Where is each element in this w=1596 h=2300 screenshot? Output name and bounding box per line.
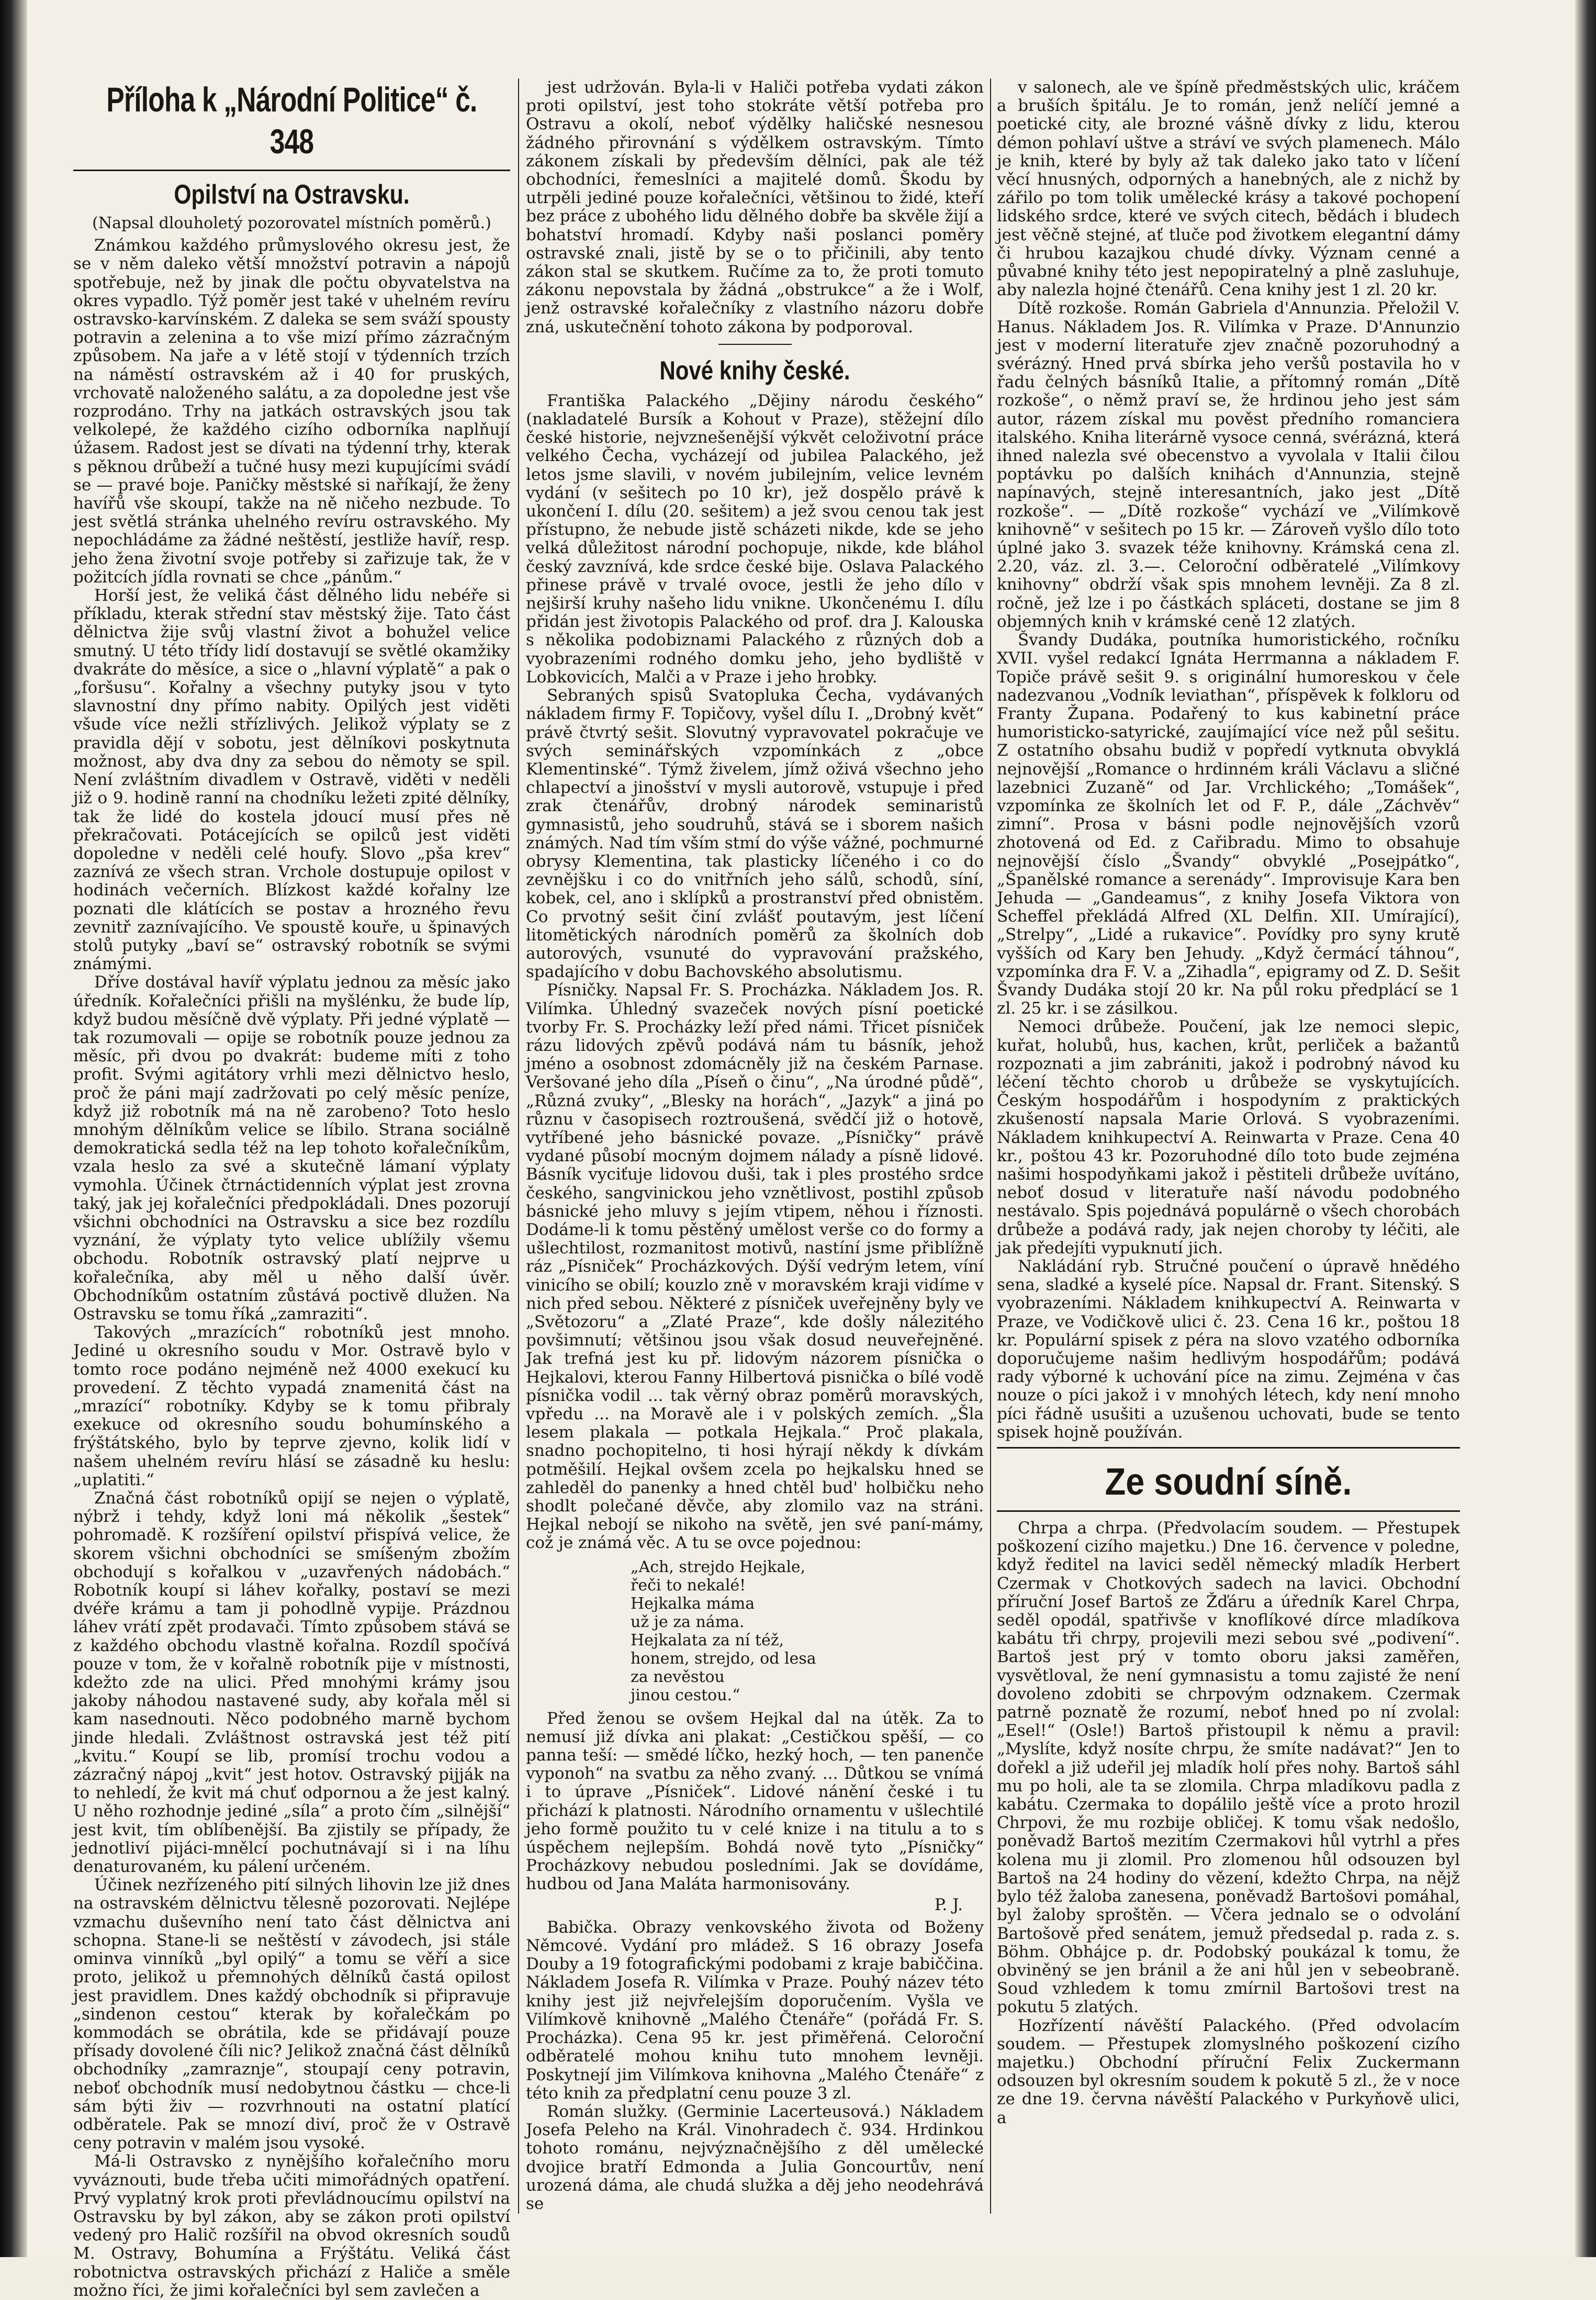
section-rule bbox=[997, 1510, 1460, 1512]
column-rule bbox=[518, 78, 519, 2214]
poem bbox=[631, 1558, 984, 1704]
column-3 bbox=[997, 78, 1460, 2224]
column-1 bbox=[73, 78, 510, 2300]
book-review: Nemoci drůbeže. Poučení, jak lze nemoci slepic, kuřat, holubů, hus, kachen, krůt, perliček a bažantů rozpoznati a jim zabrániti, jakož i podrobný návod ku léčení těchto chorob u drůbeže se vyskytujících. Českým hospodářům i hospodyním z praktických zkušeností napsala Marie Orlová. S vyobrazeními. Nákladem knihkupectví A. Reinwarta v Praze. Cena 40 kr., poštou 43 kr. Pozoruhodné dílo toto bude zejména našimi hospodyňkami jakož i pěstiteli drůbeže uvítáno, neboť dosud v literatuře naší návodu podobného nestávalo. Spis pojednává populárně o všech chorobách drůbeže a podává rady, jak nejen choroby ty léčiti, ale jak předejíti vypuknutí jich. bbox=[997, 1017, 1460, 1258]
poem-line: Hejkalata za ní též, bbox=[631, 1631, 784, 1650]
paragraph: Má-li Ostravsko z nynějšího kořalečního moru vyváznouti, bude třeba učiti mimořádných opatření. Prvý vyplatný krok proti převládnoucímu opilství na Ostravsku by byl zákon, aby se zákon proti opilství vedený pro Halič rozšířil na obvod okresních soudů M. Ostravy, Bohumína a Frýštátu. Veliká část robotnictva ostravských přichází z Haliče a směle možno říci, že jimi kořalečníci byl sem zavlečen a bbox=[73, 2152, 510, 2300]
article-byline: (Napsal dlouholetý pozorovatel místních poměrů.) bbox=[92, 214, 491, 232]
masthead: Příloha k „Národní Politice“ č. 348 bbox=[106, 80, 477, 161]
book-review: Sebraných spisů Svatopluka Čecha, vydávaných nákladem firmy F. Topičovy, vyšel dílu I. „Drobný květ“ právě čtvrtý sešit. Slovutný vypravovatel pokračuje ve svých seminářských vzpomínkách z „obce Klementinské“. Týmž živelem, jímž oživá všechno jeho chlapectví a jinošství v mysli autorově, vstupuje i před zrak čtenářův, drobný národek seminaristů gymnasistů, jeho soudruhů, stává se i sborem našich známých. Nad tím vším stmí do výše vážné, pochmurné obrysy Klementina, tak plasticky líčeného i co do zevnějšku i co do vnitřních jeho sálů, schodů, síní, kobek, cel, ano i sklípků a prostranství před obnistěm. Co prvotný sešit činí zvlášť poutavým, jest líčení litomětických národních poměrů za školních dob autorových, vsunuté do vypravování pražského, spadajícího v dobu Bachovského absolutismu. bbox=[526, 686, 984, 982]
masthead-rule bbox=[73, 170, 510, 171]
column-rule bbox=[990, 78, 991, 2214]
section-rule bbox=[997, 1447, 1460, 1449]
paragraph: Účinek nezřízeného pití silných lihovin lze již dnes na ostravském dělnictvu tělesně pozorovati. Nejlépe vzmachu duševního není tato část dělnictva ani schopna. Stane-li se neštěstí v závodech, jsi stále ominva vinníků „byl opilý“ a tomu se věří a sice proto, jelikož u přemnohých dělníků častá opilost jest pravidlem. Dnes každý obchodník si připravuje „sindenon cestou“ kterak by kořalečkám po kommodách se obrátila, kde se přidávají pouze přísady dovolené číli nic? Jelikož značná část dělníků obchodníky „zamraznje“, stoupají ceny potravin, neboť obchodník musí nedobytnou částku — chce-li sám býti živ — rozvrhnouti na ostatní platící odběratele. Pak se mnozí diví, proč že v Ostravě ceny potravin v malém jsou vysoké. bbox=[73, 1876, 510, 2153]
paragraph: Známkou každého průmyslového okresu jest, že se v něm daleko větší množství potravin a nápojů spotřebuje, než by jinak dle počtu obyvatelstva na okres vypadlo. Týž poměr jest také v uhelném revíru ostravsko-karvínském. Z daleka se sem sváží spousty potravin a zelenina a to vše mizí přímo zázračným způsobem. Na jaře a v létě stojí v týdenních trzích na náměstí ostravském až i 40 for pruských, vrchovatě naloženého salátu, a za dopoledne jest vše rozprodáno. Trhy na jatkách ostravských jsou tak velkolepé, že každého cizího odborníka naplňují úžasem. Radost jest se dívati na týdenní trhy, kterak s pěknou drůbeží a tučné husy mezi kupujícími svádí se — pravé boje. Paničky městské si naříkají, že ženy havířů vše skoupí, takže na ně ničeho nezbude. To jest světlá stránka uhelného revíru ostravského. My nepochládáme za žádné neštěstí, jestliže havíř, resp. jeho žena životní svoje potřeby si zařizuje tak, že v požitcích jídla rovnati se chce „pánům.“ bbox=[73, 236, 510, 587]
poem-line: Hejkalka máma bbox=[631, 1594, 755, 1613]
section-heading: Nové knihy české. bbox=[659, 355, 850, 385]
poem-line: řeči to nekalé! bbox=[631, 1576, 746, 1595]
poem-line: „Ach, strejdo Hejkale, bbox=[631, 1557, 806, 1576]
court-report: Hozřízentí návěští Palackého. (Před odvolacím soudem. — Přestupek zlomyslného poškození cizího majetku.) Obchodní příruční Felix Zuckermann odsouzen byl okresním soudem k pokutě 5 zl., že v noce ze dne 19. června návěští Palackého v Purkyňově ulici, a bbox=[997, 2016, 1460, 2127]
scan-edge-right bbox=[1575, 0, 1596, 2257]
book-review: Román služky. (Germinie Lacerteusová.) Nákladem Josefa Peleho na Král. Vinohradech č. 934. Hrdinkou tohoto románu, nejvýznačnějšího z děl umělecké dvojice bratří Edmonda a Julia Goncourtův, není urozená dáma, ale chudá služka a děj jeho neodehrává se bbox=[526, 2102, 984, 2213]
paragraph: Takových „mrazících“ robotníků jest mnoho. Jediné u okresního soudu v Mor. Ostravě bylo v tomto roce podáno nejméně než 4000 exekucí ku provedení. Z těchto vypadá znamenitá část na „mrazící“ robotníky. Kdyby se k tomu přibraly exekuce od okresního soudu bohumínského a frýštátského, bylo by teprve zjevno, kolik lidí v našem uhelném revíru hlásí se zásadně ku heslu: „uplatiti.“ bbox=[73, 1323, 510, 1489]
book-review: Písničky. Napsal Fr. S. Procházka. Nákladem Jos. R. Vilímka. Úhledný svazeček nových písní poetické tvorby Fr. S. Procházky leží před námi. Třicet písniček rázu lidových zpěvů podává nám tu básník, jehož jméno a osobnost zdomácněly již na českém Parnase. Veršované jeho díla „Píseň o činu“, „Na úrodné půdě“, „Různá zvuky“, „Blesky na horách“, „Jazyk“ a jiná po různu v časopisech roztroušená, svědčí již o hotově, vytříbené jeho básnické povaze. „Písničky“ právě vydané působí mocným dojmem nálady a písně lidové. Básník vyciťuje lidovou duši, tak i ples prostého srdce českého, sangvinickou jeho vznětlivost, postihl způsob básnické jeho mluvy s jejím vtipem, něhou i říznosti. Dodáme-li k tomu pěstěný umělost verše co do formy a ušlechtilost, rozmanitost motivů, nastíní jsme přiblížně ráz „Písniček“ Procházkových. Dýší vedrým letem, víní vinicího se obilí; kouzlo zně v moravském kraji vidíme v nich před sebou. Některé z písniček uveřejněny byly ve „Světozoru“ a „Zlaté Praze“, kde došly nálezitého povšimnutí; většinou jsou však dosud neuveřejněné. Jak trefná jest ku př. lidovým názorem písnička o Hejkalovi, kterou Fanny Hilbertová pisnička o bílé vodě písnička vodil ... tak věrný obraz poměrů moravských, vpředu ... na Moravě ale i v polských zemích. „Šla lesem plakala — potkala Hejkala.“ Proč plakala, snadno pochopitelno, ti hosi hýrají někdy k dívkám potměšilí. Hejkal ovšem zcela po hejkalsku hned se zahleděl do panenky a hned chtěl bud' holbičku neho shodlt polečané děvče, aby zlomilo vaz na stráni. Hejkal nebojí se nikoho na světě, jen své paní-mámy, což je známá věc. A tu se ovce pojednou: bbox=[526, 981, 984, 1553]
paragraph: Dříve dostával havíř výplatu jednou za měsíc jako úředník. Kořalečníci přišli na myšlénku, že bude líp, když budou měsíčně dvě výplaty. Při jedné výplatě — tak rozumovali — opije se robotník pouze jednou za měsíc, při dvou po dvakrát: budeme míti z toho profit. Svými agitátory vrhli mezi dělnictvo heslo, proč že páni mají zadržovati po celý měsíc peníze, když již robotník má na ně zarobeno? Toto heslo mnohým dělníkům velice se líbilo. Strana sociálně demokratická sedla též na lep tohoto kořalečníkům, vzala heslo za své a skutečně lámaní výplaty vymohla. Účinek čtrnáctidenních výplat jest zrovna taký, jak jej kořalečníci předpokládali. Dnes pozorují všichni obchodníci na Ostravsku a sice bez rozdílu vyznání, že výplaty tyto velice ublížily všemu obchodu. Robotník ostravský platí nejprve u kořalečníka, aby měl u něho další úvěr. Obchodníkům ostatním zůstává poctivě dlužen. Na Ostravsku se tomu říká „zamraziti“. bbox=[73, 973, 510, 1323]
paragraph: Horší jest, že veliká část dělného lidu nebéře si příkladu, kterak střední stav městský žije. Tato část dělnictva žije svůj vlastní život a bohužel velice smutný. U této třídy lidí dostavují se světlé okamžiky dvakráte do měsíce, a sice o „hlavní výplatě“ a pak o „foršusu“. Kořalny a všechny putyky jsou v tyto slavnostní dny přímo nabity. Opilých jest viděti všude více nežli střízlivých. Jelikož výplaty se z pravidla dějí v sobotu, jest dělníkovi poskytnuta možnost, aby dva dny za sebou do němoty se spil. Není zvláštním divadlem v Ostravě, viděti v neděli již o 9. hodině ranní na chodníku ležeti zpité dělníky, tak že lidé do kostela jdoucí musí přes ně překračovati. Potácejících se opilců jest viděti dopoledne v neděli celé houfy. Slovo „pša krev“ zaznívá ze všech stran. Vrchole dostupuje opilost v hodinách večerních. Blízkost každé kořalny lze poznati dle klátících se postav a hrozného řevu zevnitř zaznívajícího. Ve spoustě kouře, u špinavých stolů putyky „baví se“ ostravský robotník se svými známými. bbox=[73, 586, 510, 974]
scan-edge-left bbox=[0, 0, 27, 2257]
court-report: Chrpa a chrpa. (Předvolacím soudem. — Přestupek poškození cizího majetku.) Dne 16. července v poledne, když ředitel na lavici seděl německý mladík Herbert Czermak v Chotkových sadech na lavici. Obchodní příruční Josef Bartoš ze Žďáru a úředník Karel Chrpa, seděl opodál, spatřivše v knoflíkové dírce mladíkova kabátu tři chrpy, projevili mezi sebou své „podivení“. Bartoš jest prý v tomto oboru jaksi zaměřen, vysvětloval, že není gymnasistu a tomu zajisté že není dovoleno zdobiti se chrpovým odznakem. Czermak patrně poznatě že rozumí, neboť hned po ní zvolal: „Esel!“ (Osle!) Bartoš přistoupil k němu a pravil: „Myslíte, když nosíte chrpu, že smíte nadávat?“ Jen to dořekl a již udeřil jej mladík holí přes nohy. Bartoš sáhl mu po holi, ale ta se zlomila. Chrpa mladíkovu padla z kabátu. Czermaka to dopálilo ještě více a proto hrozil Chrpovi, že mu rozbije obličej. K tomu však nedošlo, poněvadž Bartoš mezitím Czermakovi hůl vytrhl a přes kolena mu ji zlomil. Pro zlomenou hůl odsouzen byl Bartoš na 24 hodiny do vězení, kdežto Chrpa, na nějž bylo též žaloba zanesena, poněvadž Bartošovi pomáhal, byl žaloby sproštěn. — Včera jednalo se o odvolání Bartošově před senátem, jemuž předsedal p. rada z. s. Böhm. Obhájce p. dr. Podobský poukázal k tomu, že obviněný se jen bránil a že ani hůl jen v sebeobraně. Soud vzhledem k tomu zmírnil Bartošovi trest na pokutu 5 zlatých. bbox=[997, 1519, 1460, 2017]
paragraph: Před ženou se ovšem Hejkal dal na útěk. Za to nemusí již dívka ani plakat: „Cestičkou spěší, — co panna teší: — smědé líčko, hezký hoch, — ten panenče vyponoh“ na svatbu za něho zvaný. ... Důtkou se vnímá i to úprave „Písniček“. Lidové nánění české i tu přichází k platnosti. Národního ornamentu v ušlechtilé jeho formě použito tu v celé knize i na titulu a to s úspěchem nejlepším. Bohdá nově tyto „Písničky“ Procházkovy nebudou posledními. Jak se dovídáme, hudbou od Jana Maláta harmonisovány. bbox=[526, 1709, 984, 1894]
paragraph: jest udržován. Byla-li v Haliči potřeba vydati zákon proti opilství, jest toho stokráte větší potřeba pro Ostravu a okolí, neboť výdělky haličské nesnesou žádného přirovnání s výdělkem ostravským. Tímto zákonem získali by především dělníci, pak ale též obchodníci, řemeslníci a majitelé domů. Škodu by utrpěli jediné pouze kořalečníci, většinou to židé, kteří bez práce z ubohého lidu dělného dobře ba skvěle žijí a bohatství hromadí. Kdyby naši poslanci poměry ostravské znali, jistě by se o to přičinili, aby tento zákon stal se skutkem. Ručíme za to, že proti tomuto zákonu nepovstala by žádná „obstrukce“ a že i Wolf, jenž ostravské kořalečníky z vlastního názoru dobře zná, uskutečnění tohoto zákona by podporoval. bbox=[526, 78, 984, 336]
book-review: Švandy Dudáka, poutníka humoristického, ročníku XVII. vyšel redakcí Ignáta Herrmanna a nákladem F. Topiče právě sešit 9. s originální humoreskou v čele nadezvanou „Vodník leviathan“, příspěvek k folkloru od Franty Župana. Podařený to kus kabinetní práce humoristicko-satyrické, zaujímající více než půl sešitu. Z ostatního obsahu budiž v popředí vytknuta obvyklá nejnovější „Romance o hrdinném králi Václavu a sličné lazebnici Zuzaně“ od Jar. Vrchlického; „Tomášek“, vzpomínka ze školních let od F. P., dále „Záchvěv“ zimní“. Prosa v básni podle nejnovějších vzorů zhotovená od Ed. z Cařibradu. Mimo to obsahuje nejnovější číslo „Švandy“ obvyklé „Posejpátko“, „Španělské romance a serenády“. Improvisuje Kara ben Jehuda — „Gandeamus“, z knihy Josefa Viktora von Scheffel překládá Alfred (XL Delfin. XII. Umírající), „Strelpy“, „Lidé a rukavice“. Povídky pro syny krutě vyšších od Kary ben Jehudy. „Když čermácí táhnou“, vzpomínka dra F. V. a „Zihadla“, epigramy od Z. D. Sešit Švandy Dudáka stojí 20 kr. Na půl roku předplácí se 1 zl. 25 kr. i se zásilkou. bbox=[997, 631, 1460, 1018]
separator bbox=[718, 344, 792, 345]
poem-line: honem, strejdo, od lesa bbox=[631, 1649, 816, 1668]
paragraph: Značná část robotníků opijí se nejen o výplatě, nýbrž i tehdy, když loni má několik „šestek“ pohromadě. K rozšíření opilství přispívá velice, že skorem všichni obchodníci se smíšeným zbožím obchodují s kořalkou v „uzavřených nádobách.“ Robotník koupí si láhev kořalky, postaví se mezi dvéře krámu a tam ji pohodlně vypije. Prázdnou láhev vrátí zpět prodavači. Tímto způsobem stává se z každého obchodu vlastně kořalna. Rozdíl spočívá pouze v tom, že v kořalně robotník pije v místnosti, kdežto zde na ulici. Před mnohými krámy jsou jakoby náhodou nastavené sudy, aby kořala měl si kam nasednouti. Něco podobného marně bychom jinde hledali. Zvláštnost ostravská jest též pití „kvitu.“ Koupí se lib, promísí trochu vodou a zázračný nápoj „kvit“ jest hotov. Ostravský pijják na to nehledí, že kvit má chuť odpornou a že jest kalný. U něho rozhodnje jediné „síla“ a proto čím „silnější“ jest kvit, tím oblíbenější. Ba zjistily se případy, že jednotliví pijáci-mnělcí pochutnávají si i na líhu denaturovaném, ku pálení určeném. bbox=[73, 1489, 510, 1877]
poem-line: jinou cestou.“ bbox=[631, 1686, 740, 1704]
book-review: Nakládání ryb. Stručné poučení o úpravě hnědého sena, sladké a kyselé píce. Napsal dr. Frant. Sitenský. S vyobrazeními. Nákladem knihkupectví A. Reinwarta v Praze, ve Vodičkově ulici č. 23. Cena 16 kr., poštou 18 kr. Populární spisek z péra na slovo vzatého odborníka doporučujeme našim hedlivým hospodářům; podává rady výborné k uchování píce na zimu. Zejména v čas nouze o píci jakož i v mnohých létech, kdy není mnoho píci řádně usušiti a uzušenou uchovati, bude se tento spisek hojně používán. bbox=[997, 1257, 1460, 1442]
poem-line: už je za náma. bbox=[631, 1612, 745, 1631]
book-review: Dítě rozkoše. Román Gabriela d'Annunzia. Přeložil V. Hanus. Nákladem Jos. R. Vilímka v Praze. D'Annunzio jest v moderní literatuře zjev značně pozoruhodný a svérázný. Hned prvá sbírka jeho veršů postavila ho v řadu čelných básníků Italie, a přítomný román „Dítě rozkoše“, o němž praví se, že hrdinou jeho jest sám autor, rázem získal mu pověst předního romanciera italského. Kniha literárně vysoce cenná, svérázná, která ihned nalezla své obecenstvo a vyvolala v Italii čilou poptávku po dalších knihách d'Annunzia, stejně napínavých, stejně interesantních, jako jest „Dítě rozkoše“. — „Dítě rozkoše“ vychází ve „Vilímkově knihovně“ v sešitech po 15 kr. — Zároveň vyšlo dílo toto úplné jako 3. svazek téže knihovny. Krámská cena zl. 2.20, váz. zl. 3.—. Celoroční odběratelé „Vilímkovy knihovny“ obdrží však spis mnohem levněji. Za 8 zl. ročně, jež lze i po částkách spláceti, dostane se jim 8 objemných knih v krámské ceně 12 zlatých. bbox=[997, 299, 1460, 631]
paragraph: v salonech, ale ve špíně předměstských ulic, kráčem a bruších špitálu. Je to román, jenž nelíčí jemné a poetické city, ale brozné vášně dívky z lidu, kterou démon pohlaví uštve a stráví ve svých plamenech. Málo je knih, které by byly až tak daleko jako tato v líčení věcí hnusných, odporných a hanebných, ale z nichž by zářilo po tom tolik umělecké krásy a takové pochopení lidského srdce, které ve svých citech, bědách i bludech jest věčně stejné, ať tluče pod životkem elegantní dámy či hrubou kazajkou chudé dívky. Význam cenné a půvabné knihy této jest nepopiratelný a plně zasluhuje, aby nalezla hojné čtenářů. Cena knihy jest 1 zl. 20 kr. bbox=[997, 78, 1460, 300]
column-2 bbox=[526, 78, 984, 2224]
section-heading: Ze soudní síně. bbox=[1105, 1461, 1352, 1504]
book-review: Babička. Obrazy venkovského života od Boženy Němcové. Vydání pro mládež. S 16 obrazy Josefa Douby a 19 fotografickými podobami z kraje babiččina. Nákladem Josefa R. Vilímka v Praze. Pouhý název této knihy jest již nejvřelejším doporučením. Vyšla ve Vilímkově knihovně „Malého Čtenáře“ (pořádá Fr. S. Procházka). Cena 95 kr. jest přiměřená. Celoroční odběratelé mohou knihu tuto mnohem levněji. Poskytnejí jim Vilímkova knihovna „Malého Čtenáře“ z této knih za předplatní cenu pouze 3 zl. bbox=[526, 1917, 984, 2103]
signature: P. J. bbox=[934, 1895, 963, 1914]
article-title: Opilství na Ostravsku. bbox=[174, 179, 410, 210]
book-review: Františka Palackého „Dějiny národu českého“ (nakladatelé Bursík a Kohout v Praze), stěžejní dílo české historie, nejvznešenější výkvět celoživotní práce velkého Čecha, vycházejí od jubilea Palackého, jež letos jsme slavili, v novém jubilejním, velice levném vydání (v sešitech po 10 kr), jež dospělo právě k ukončení I. dílu (20. sešitem) a jež svou cenou tak jest přístupno, že nebude jistě scházeti nikde, kde se jeho velká důležitost národní pochopuje, nikde, kde bláhol český zavznívá, kde srdce české bije. Oslava Palackého přinese právě v trvalé ovoce, jestli že jeho dílo v nejširší kruhy našeho lidu vnikne. Ukončenému I. dílu přidán jest životopis Palackého od prof. dra J. Kalouska s několika podobiznami Palackého z různých dob a vyobrazeními rodného domku jeho, jeho bydliště v Lobkovicích, Malči a v Praze i jeho hrobky. bbox=[526, 391, 984, 687]
poem-line: za nevěstou bbox=[631, 1667, 725, 1686]
